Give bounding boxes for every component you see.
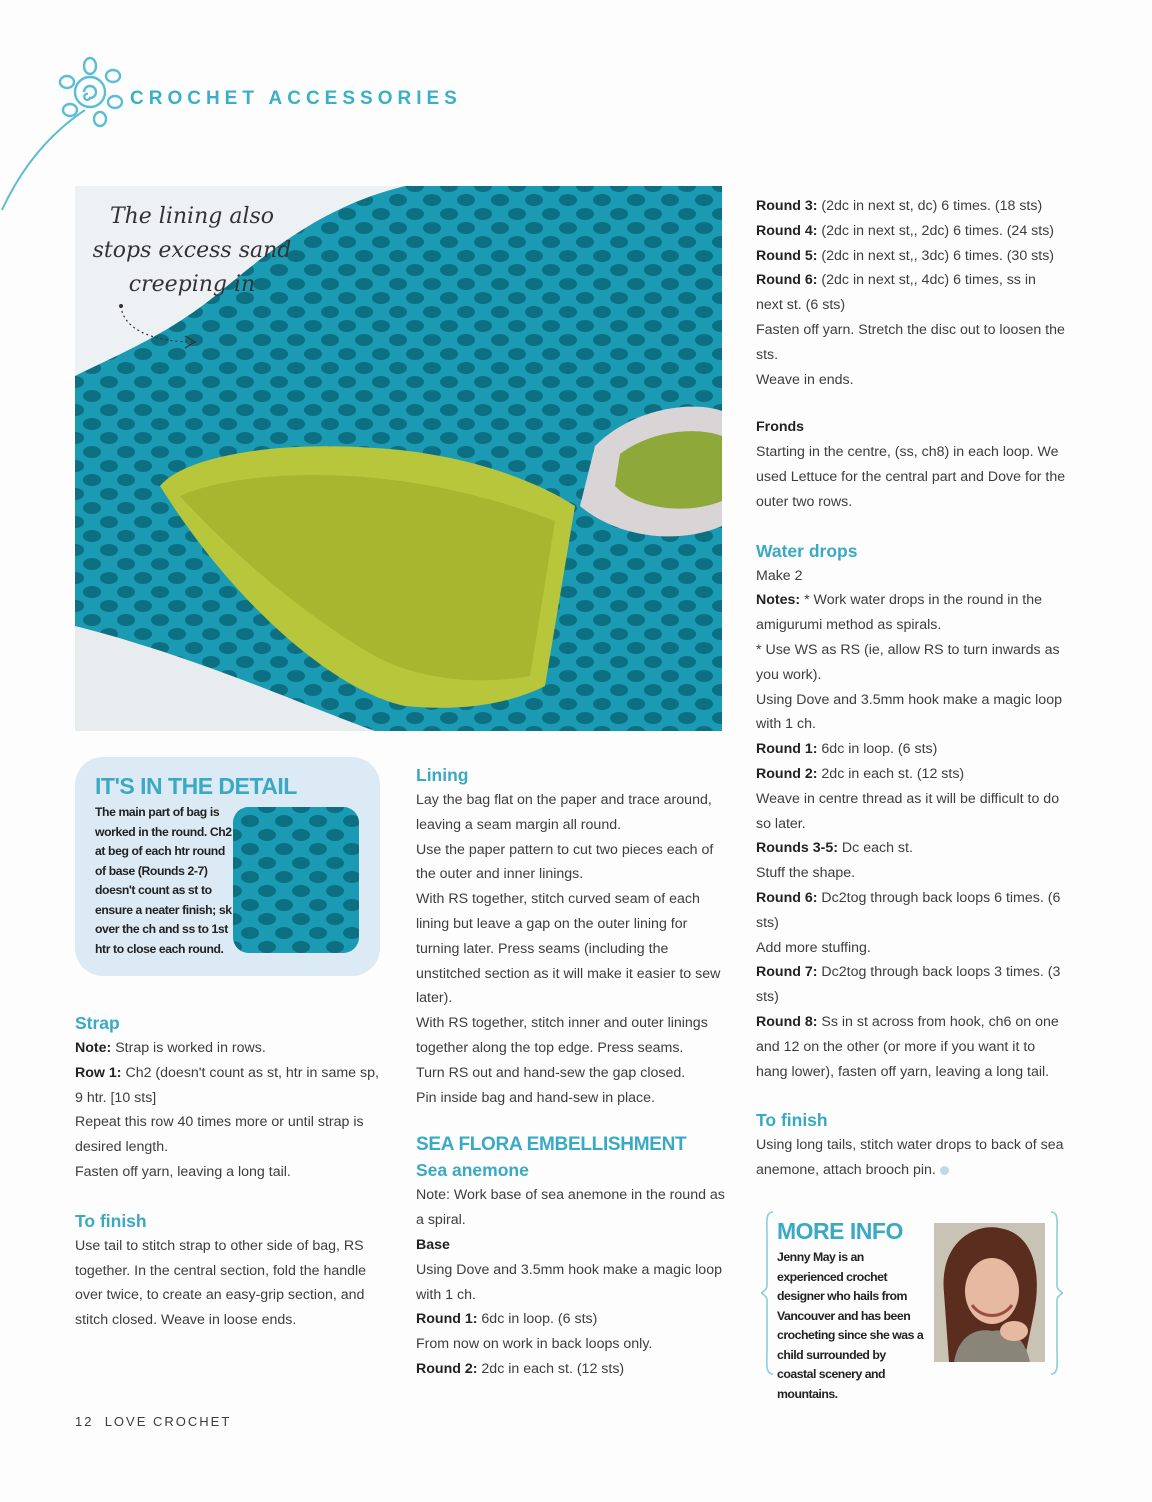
page-number: 12 xyxy=(75,1414,94,1429)
r6-label: Round 6: xyxy=(756,272,818,289)
water-r8-label: Round 8: xyxy=(756,1013,818,1030)
r5-text: (2dc in next st,, 3dc) 6 times. (30 sts) xyxy=(817,247,1055,264)
base-label: Base xyxy=(416,1236,450,1253)
sea-anemone-note: Note: Work base of sea anemone in the round as a spiral. xyxy=(416,1187,725,1229)
water-r7-label: Round 7: xyxy=(756,964,818,981)
water-r8: Ss in st across from hook, ch6 on one and 12 on the other (or more if you want it to hang lower), fasten off yarn, leaving a long tail. xyxy=(756,1013,1059,1080)
base-text: Using Dove and 3.5mm hook make a magic loop with 1 ch. xyxy=(416,1261,722,1303)
water-weave: Weave in centre thread as it will be difficult to do so later. xyxy=(756,790,1060,832)
r3-label: Round 3: xyxy=(756,198,818,214)
water-r1-label: Round 1: xyxy=(756,741,818,758)
strap-fasten: Fasten off yarn, leaving a long tail. xyxy=(75,1163,291,1180)
water-r7: Dc2tog through back loops 3 times. (3 sts) xyxy=(756,964,1061,1006)
photo-caption xyxy=(92,200,292,302)
author-photo xyxy=(934,1223,1045,1362)
fronds-heading: Fronds xyxy=(756,419,805,436)
column-middle xyxy=(416,762,726,1382)
caption-arrow-icon xyxy=(115,300,205,350)
anemone-r1-label: Round 1: xyxy=(416,1311,478,1328)
water-r6-label: Round 6: xyxy=(756,889,818,906)
strap-repeat: Repeat this row 40 times more or until strap is desired length. xyxy=(75,1114,364,1156)
lining-p2: Use the paper pattern to cut two pieces each of the outer and inner linings. xyxy=(416,841,714,883)
lining-heading: Lining xyxy=(416,765,469,785)
r4-text: (2dc in next st,, 2dc) 6 times. (24 sts) xyxy=(817,222,1055,239)
anemone-r2-label: Round 2: xyxy=(416,1360,478,1377)
end-dot-icon xyxy=(940,1166,949,1175)
detail-title: IT'S IN THE DETAIL xyxy=(95,773,297,799)
water-drops-heading: Water drops xyxy=(756,540,858,561)
more-info-title: MORE INFO xyxy=(777,1218,903,1244)
lining-p6: Pin inside bag and hand-sew in place. xyxy=(416,1089,655,1106)
anemone-r1: 6dc in loop. (6 sts) xyxy=(477,1311,598,1328)
anemone-r2: 2dc in each st. (12 sts) xyxy=(477,1360,625,1377)
water-r35-label: Rounds 3-5: xyxy=(756,840,838,857)
column-right xyxy=(756,194,1066,1183)
sea-flora-heading: SEA FLORA EMBELLISHMENT xyxy=(416,1134,687,1156)
column-left xyxy=(75,1010,385,1333)
rounds-weave: Weave in ends. xyxy=(756,371,854,388)
water-make: Make 2 xyxy=(756,567,803,584)
water-r35: Dc each st. xyxy=(837,840,913,857)
fronds-text: Starting in the centre, (ss, ch8) in each loop. We used Lettuce for the central part and Dove for the outer two rows. xyxy=(756,444,1066,510)
water-start: Using Dove and 3.5mm hook make a magic loop with 1 ch. xyxy=(756,691,1062,733)
more-info-text: Jenny May is an experienced crochet designer who hails from Vancouver and has been crocheting since she was a child surrounded by coastal scenery and mountains. xyxy=(777,1250,924,1401)
water-more: Add more stuffing. xyxy=(756,939,871,956)
more-info-box xyxy=(761,1208,1063,1401)
water-note2: * Use WS as RS (ie, allow RS to turn inwards as you work). xyxy=(756,641,1060,683)
caption-line-1: The lining also xyxy=(109,204,275,229)
finish1-heading: To finish xyxy=(75,1210,147,1231)
lining-p1: Lay the bag flat on the paper and trace around, leaving a seam margin all round. xyxy=(416,792,712,833)
author-portrait-illustration xyxy=(934,1223,1045,1362)
strap-note: Strap is worked in rows. xyxy=(111,1040,266,1056)
finish2-text: Using long tails, stitch water drops to back of sea anemone, attach brooch pin. xyxy=(756,1137,1064,1179)
magazine-name: LOVE CROCHET xyxy=(104,1414,232,1429)
lining-p3: With RS together, stitch curved seam of each lining but leave a gap on the outer lining for turning later. Press seams (including the unstitched section as it will make it easier to sew later). xyxy=(416,891,721,1007)
page-footer xyxy=(75,1414,231,1429)
lining-p4: With RS together, stitch inner and outer linings together along the top edge. Press seams. xyxy=(416,1015,708,1056)
strap-row1: Ch2 (doesn't count as st, htr in same sp, 9 htr. [10 sts] xyxy=(75,1064,379,1106)
strap-note-label: Note: xyxy=(75,1040,112,1056)
water-r2: 2dc in each st. (12 sts) xyxy=(817,765,965,782)
rounds-fasten: Fasten off yarn. Stretch the disc out to loosen the sts. xyxy=(756,321,1065,363)
r3-text: (2dc in next st, dc) 6 times. (18 sts) xyxy=(817,198,1043,214)
r5-label: Round 5: xyxy=(756,247,818,264)
section-title: CROCHET ACCESSORIES xyxy=(130,88,462,109)
strap-heading: Strap xyxy=(75,1013,120,1033)
water-notes-label: Notes: xyxy=(756,592,801,609)
sea-anemone-heading: Sea anemone xyxy=(416,1160,529,1181)
water-r1: 6dc in loop. (6 sts) xyxy=(817,741,938,758)
finish1-text: Use tail to stitch strap to other side of bag, RS together. In the central section, fold the handle over twice, to create an easy-grip section, and stitch closed. Weave in loose ends. xyxy=(75,1237,367,1329)
detail-text: The main part of bag is worked in the round. Ch2 at beg of each htr round of base (Rounds 2-7) doesn't count as st to ensure a neater finish; sk over the ch and ss to 1st htr to close each round. xyxy=(95,805,232,956)
detail-photo xyxy=(233,807,359,953)
r6-text: (2dc in next st,, 4dc) 6 times, ss in next st. (6 sts) xyxy=(756,272,1036,314)
detail-box xyxy=(75,757,380,976)
strap-row1-label: Row 1: xyxy=(75,1064,122,1081)
lining-p5: Turn RS out and hand-sew the gap closed. xyxy=(416,1064,686,1081)
caption-line-2: stops excess sand xyxy=(92,238,292,263)
water-r2-label: Round 2: xyxy=(756,765,818,782)
water-notes: * Work water drops in the round in the amigurumi method as spirals. xyxy=(756,592,1042,634)
water-r6: Dc2tog through back loops 6 times. (6 sts) xyxy=(756,889,1061,931)
stitch-closeup-illustration xyxy=(233,807,359,953)
back-loops-note: From now on work in back loops only. xyxy=(416,1336,653,1353)
water-stuff: Stuff the shape. xyxy=(756,865,856,882)
finish2-heading: To finish xyxy=(756,1110,828,1131)
r4-label: Round 4: xyxy=(756,222,818,239)
caption-line-3: creeping in xyxy=(128,272,256,297)
